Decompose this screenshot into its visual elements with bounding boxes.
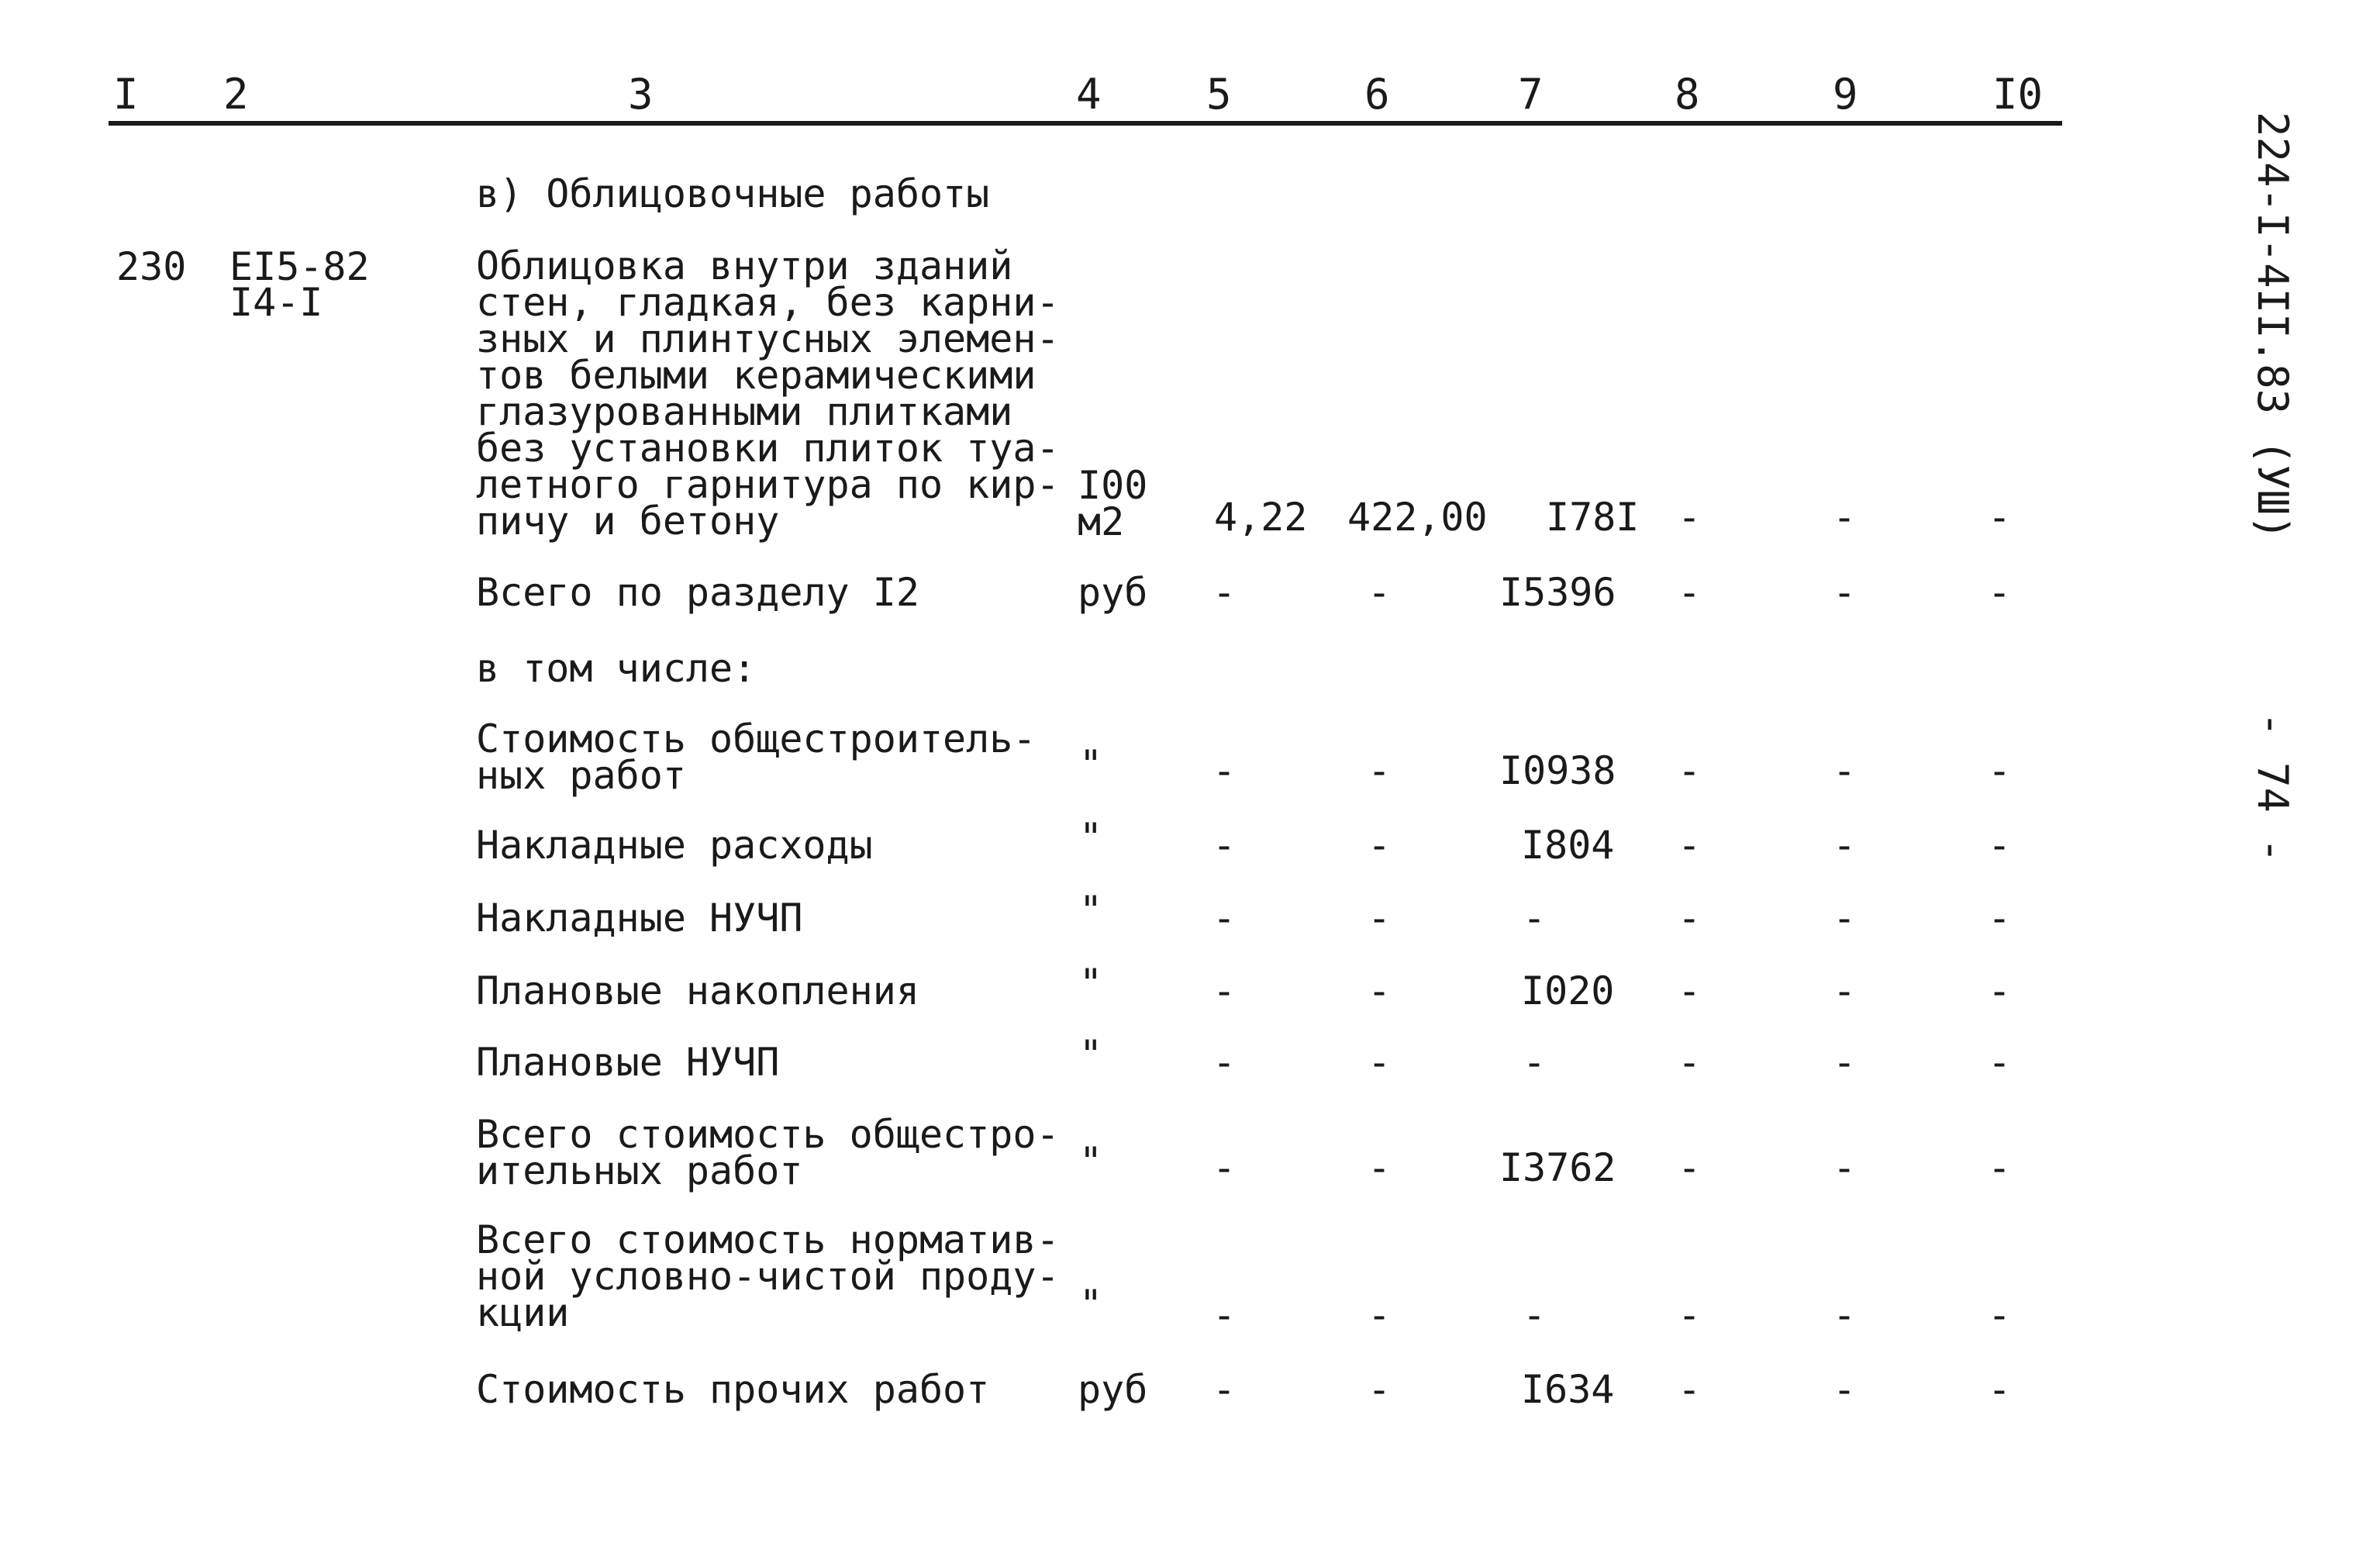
total-general-col9: - — [1833, 1145, 1857, 1190]
planned-savings-col8: - — [1678, 968, 1702, 1013]
total-section-col9: - — [1833, 570, 1857, 615]
other-works-label: Стоимость прочих работ — [476, 1367, 990, 1412]
general-works-label-line1: Стоимость общестроитель- — [476, 716, 1037, 761]
general-works-col8: - — [1678, 748, 1702, 793]
total-general-col8: - — [1678, 1145, 1702, 1190]
overhead-col10: - — [1988, 823, 2012, 868]
item-col7: I78I — [1546, 495, 1640, 540]
overhead-nuchp-col9: - — [1833, 896, 1857, 941]
overhead-col5: - — [1212, 823, 1237, 868]
total-normative-label-line1: Всего стоимость норматив- — [476, 1217, 1060, 1262]
other-works-unit: руб — [1078, 1367, 1148, 1412]
overhead-label: Накладные расходы — [476, 823, 873, 868]
total-normative-label-line2: ной условно-чистой проду- — [476, 1254, 1060, 1299]
general-works-col6: - — [1368, 748, 1392, 793]
other-works-col6: - — [1368, 1367, 1392, 1412]
other-works-col10: - — [1988, 1367, 2012, 1412]
overhead-nuchp-col8: - — [1678, 896, 1702, 941]
overhead-col6: - — [1368, 823, 1392, 868]
col-header-9: 9 — [1833, 70, 1858, 119]
total-general-col6: - — [1368, 1145, 1392, 1190]
planned-nuchp-col9: - — [1833, 1040, 1857, 1085]
item-description-line6: без установки плиток туа- — [476, 426, 1060, 471]
total-general-label-line2: ительных работ — [476, 1148, 803, 1193]
total-section-col7: I5396 — [1499, 570, 1616, 615]
overhead-nuchp-unit: " — [1079, 888, 1103, 933]
planned-savings-col7: I020 — [1521, 968, 1615, 1013]
item-description-line1: Облицовка внутри зданий — [476, 243, 1013, 288]
item-code-line2: I4-I — [229, 280, 323, 325]
overhead-nuchp-col5: - — [1212, 896, 1237, 941]
col-header-4: 4 — [1076, 70, 1102, 119]
total-general-col7: I3762 — [1499, 1145, 1616, 1190]
item-unit-line1: I00 — [1078, 463, 1148, 508]
total-normative-col9: - — [1833, 1293, 1857, 1338]
document-code: 224-I-4II.83 (УШ) — [2248, 112, 2297, 540]
planned-savings-col5: - — [1212, 968, 1237, 1013]
planned-nuchp-col6: - — [1368, 1040, 1392, 1085]
item-description-line5: глазурованными плитками — [476, 389, 1013, 434]
overhead-col7: I804 — [1521, 823, 1615, 868]
total-normative-col10: - — [1988, 1293, 2012, 1338]
general-works-col7: I0938 — [1499, 748, 1616, 793]
total-normative-label-line3: кции — [476, 1290, 570, 1335]
total-normative-col5: - — [1212, 1293, 1237, 1338]
overhead-col8: - — [1678, 823, 1702, 868]
col-header-8: 8 — [1675, 70, 1700, 119]
col-header-3: 3 — [628, 70, 654, 119]
overhead-nuchp-label: Накладные НУЧП — [476, 896, 803, 941]
item-description-line4: тов белыми керамическими — [476, 353, 1037, 398]
item-description-line3: зных и плинтусных элемен- — [476, 316, 1060, 361]
total-section-col10: - — [1988, 570, 2012, 615]
total-general-col5: - — [1212, 1145, 1237, 1190]
other-works-col5: - — [1212, 1367, 1237, 1412]
item-col5: 4,22 — [1214, 495, 1308, 540]
planned-savings-col9: - — [1833, 968, 1857, 1013]
general-works-unit: " — [1079, 742, 1103, 787]
general-works-label-line2: ных работ — [476, 753, 686, 798]
total-section-col5: - — [1212, 570, 1237, 615]
col-header-6: 6 — [1364, 70, 1390, 119]
overhead-unit: " — [1079, 815, 1103, 860]
general-works-col10: - — [1988, 748, 2012, 793]
page-number: - 74 - — [2248, 712, 2297, 864]
other-works-col9: - — [1833, 1367, 1857, 1412]
item-description-line7: летного гарнитура по кир- — [476, 462, 1060, 507]
col-header-2: 2 — [223, 70, 249, 119]
total-general-label-line1: Всего стоимость общестро- — [476, 1112, 1060, 1157]
item-col6: 422,00 — [1347, 495, 1488, 540]
col-header-7: 7 — [1518, 70, 1544, 119]
total-general-col10: - — [1988, 1145, 2012, 1190]
including-label: в том числе: — [476, 646, 757, 691]
section-title: в) Облицовочные работы — [476, 171, 990, 216]
other-works-col8: - — [1678, 1367, 1702, 1412]
total-general-unit: " — [1079, 1139, 1103, 1184]
planned-savings-col6: - — [1368, 968, 1392, 1013]
total-normative-col6: - — [1368, 1293, 1392, 1338]
planned-savings-unit: " — [1079, 961, 1103, 1006]
item-description-line8: пичу и бетону — [476, 499, 780, 544]
planned-savings-col10: - — [1988, 968, 2012, 1013]
planned-nuchp-col10: - — [1988, 1040, 2012, 1085]
planned-nuchp-label: Плановые НУЧП — [476, 1040, 780, 1085]
planned-savings-label: Плановые накопления — [476, 968, 919, 1013]
total-section-col6: - — [1368, 570, 1392, 615]
item-col9: - — [1833, 495, 1857, 540]
overhead-nuchp-col7: - — [1523, 896, 1547, 941]
overhead-col9: - — [1833, 823, 1857, 868]
planned-nuchp-unit: " — [1079, 1032, 1103, 1077]
item-col10: - — [1988, 495, 2012, 540]
total-section-label: Всего по разделу I2 — [476, 570, 919, 615]
col-header-10: I0 — [1992, 70, 2044, 119]
planned-nuchp-col8: - — [1678, 1040, 1702, 1085]
planned-nuchp-col7: - — [1523, 1040, 1547, 1085]
planned-nuchp-col5: - — [1212, 1040, 1237, 1085]
overhead-nuchp-col10: - — [1988, 896, 2012, 941]
total-normative-unit: " — [1079, 1282, 1103, 1327]
total-normative-col8: - — [1678, 1293, 1702, 1338]
general-works-col9: - — [1833, 748, 1857, 793]
item-col8: - — [1678, 495, 1702, 540]
col-header-5: 5 — [1206, 70, 1232, 119]
header-rule — [109, 121, 2062, 126]
col-header-1: I — [113, 70, 139, 119]
item-code-line1: EI5-82 — [229, 244, 370, 289]
total-normative-col7: - — [1523, 1293, 1547, 1338]
total-section-unit: руб — [1078, 570, 1148, 615]
item-unit-line2: м2 — [1078, 499, 1125, 544]
general-works-col5: - — [1212, 748, 1237, 793]
item-description-line2: стен, гладкая, без карни- — [476, 280, 1060, 325]
item-number: 230 — [116, 244, 187, 289]
other-works-col7: I634 — [1521, 1367, 1615, 1412]
total-section-col8: - — [1678, 570, 1702, 615]
overhead-nuchp-col6: - — [1368, 896, 1392, 941]
